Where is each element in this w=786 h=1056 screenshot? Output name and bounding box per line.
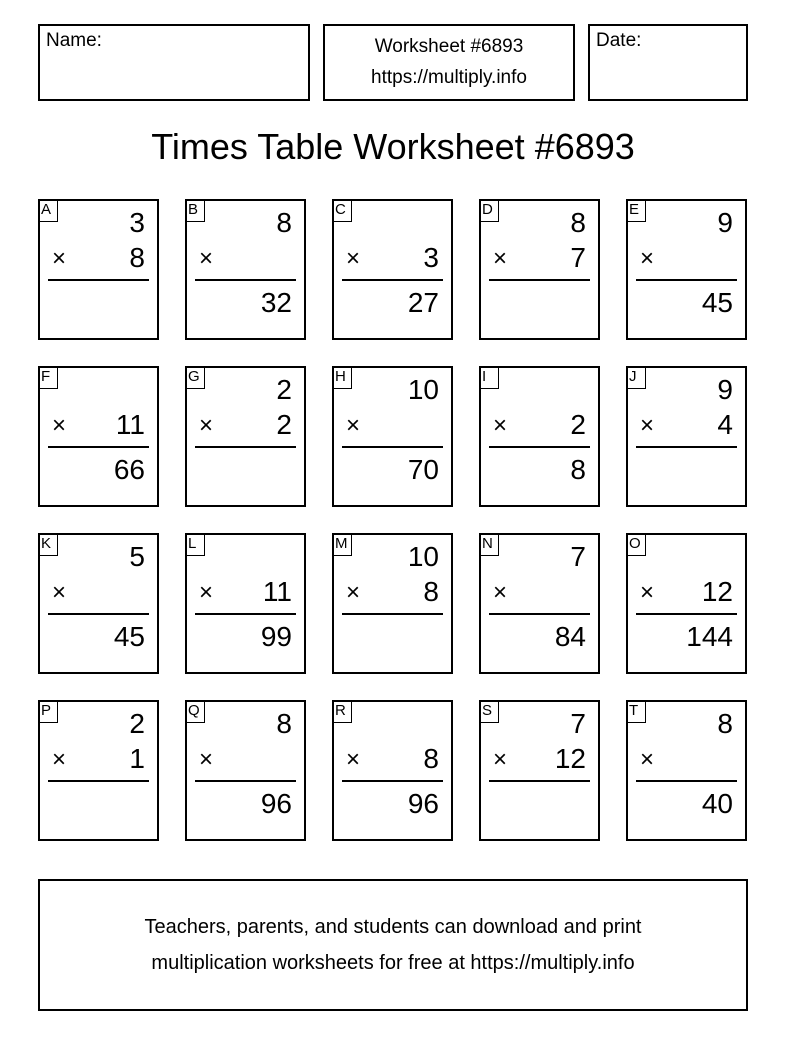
- answer-value: 45: [113, 621, 145, 652]
- problem-letter: A: [38, 199, 58, 222]
- problem-card[interactable]: [332, 199, 453, 340]
- times-sign: ×: [199, 412, 214, 439]
- date-label: Date:: [596, 30, 642, 51]
- top-factor: 9: [717, 374, 733, 405]
- problem-letter: O: [626, 533, 646, 556]
- answer-rule: [342, 613, 443, 615]
- problem-card[interactable]: [185, 366, 306, 507]
- problem-letter: H: [332, 366, 352, 389]
- name-label: Name:: [46, 30, 102, 51]
- answer-value: 32: [260, 287, 292, 318]
- times-sign: ×: [52, 579, 67, 606]
- times-sign: ×: [52, 746, 67, 773]
- answer-rule: [636, 780, 737, 782]
- problem-card[interactable]: [38, 199, 159, 340]
- answer-value: 96: [260, 788, 292, 819]
- bottom-factor: 2: [570, 409, 586, 440]
- footer-line-1: Teachers, parents, and students can download and print: [144, 916, 642, 938]
- bottom-factor: 8: [423, 576, 439, 607]
- bottom-factor: 11: [262, 576, 292, 607]
- answer-value: 66: [113, 454, 145, 485]
- times-sign: ×: [199, 746, 214, 773]
- top-factor: 7: [570, 541, 586, 572]
- problem-card[interactable]: [479, 366, 600, 507]
- answer-value: 40: [701, 788, 733, 819]
- answer-rule: [195, 446, 296, 448]
- bottom-factor: 12: [701, 576, 733, 607]
- bottom-factor: 1: [129, 743, 145, 774]
- problem-letter: K: [38, 533, 58, 556]
- answer-value: 84: [554, 621, 586, 652]
- problem-card[interactable]: [185, 199, 306, 340]
- problem-letter: R: [332, 700, 352, 723]
- top-factor: 2: [276, 374, 292, 405]
- answer-rule: [489, 780, 590, 782]
- problem-card[interactable]: [479, 700, 600, 841]
- problem-card[interactable]: [479, 199, 600, 340]
- times-sign: ×: [199, 579, 214, 606]
- times-sign: ×: [493, 746, 508, 773]
- bottom-factor: 8: [423, 743, 439, 774]
- answer-rule: [342, 780, 443, 782]
- problem-card[interactable]: [626, 533, 747, 674]
- answer-rule: [489, 446, 590, 448]
- problem-card[interactable]: [332, 533, 453, 674]
- problem-letter: J: [626, 366, 646, 389]
- problem-letter: S: [479, 700, 499, 723]
- answer-rule: [195, 613, 296, 615]
- top-factor: 3: [129, 207, 145, 238]
- answer-rule: [636, 613, 737, 615]
- top-factor: 5: [129, 541, 145, 572]
- problem-card[interactable]: [38, 366, 159, 507]
- answer-rule: [636, 446, 737, 448]
- bottom-factor: 2: [276, 409, 292, 440]
- page-title: Times Table Worksheet #6893: [151, 126, 635, 167]
- top-factor: 8: [717, 708, 733, 739]
- bottom-factor: 4: [717, 409, 733, 440]
- problem-letter: F: [38, 366, 58, 389]
- problem-card[interactable]: [626, 366, 747, 507]
- top-factor: 8: [276, 207, 292, 238]
- times-sign: ×: [640, 245, 655, 272]
- top-factor: 9: [717, 207, 733, 238]
- bottom-factor: 12: [554, 743, 586, 774]
- footer-box: [38, 879, 748, 1011]
- top-factor: 8: [276, 708, 292, 739]
- problem-letter: P: [38, 700, 58, 723]
- times-sign: ×: [346, 579, 361, 606]
- answer-value: 27: [407, 287, 439, 318]
- problem-letter: I: [479, 366, 499, 389]
- problem-card[interactable]: [332, 700, 453, 841]
- answer-rule: [489, 279, 590, 281]
- answer-value: 70: [407, 454, 439, 485]
- problem-card[interactable]: [185, 700, 306, 841]
- answer-rule: [48, 613, 149, 615]
- problem-letter: M: [332, 533, 352, 556]
- problem-letter: B: [185, 199, 205, 222]
- times-sign: ×: [640, 412, 655, 439]
- answer-rule: [48, 446, 149, 448]
- answer-value: 96: [407, 788, 439, 819]
- answer-rule: [342, 446, 443, 448]
- times-sign: ×: [346, 412, 361, 439]
- problem-card[interactable]: [626, 199, 747, 340]
- answer-value: 8: [570, 454, 586, 485]
- top-factor: 7: [570, 708, 586, 739]
- site-url: https://multiply.info: [371, 67, 527, 88]
- bottom-factor: 11: [115, 409, 145, 440]
- top-factor: 8: [570, 207, 586, 238]
- problem-letter: G: [185, 366, 205, 389]
- top-factor: 10: [407, 541, 439, 572]
- problem-card[interactable]: [185, 533, 306, 674]
- top-factor: 10: [407, 374, 439, 405]
- times-sign: ×: [640, 579, 655, 606]
- answer-value: 45: [701, 287, 733, 318]
- bottom-factor: 7: [570, 242, 586, 273]
- answer-rule: [195, 780, 296, 782]
- times-sign: ×: [346, 245, 361, 272]
- problem-letter: C: [332, 199, 352, 222]
- answer-rule: [48, 780, 149, 782]
- times-sign: ×: [493, 245, 508, 272]
- problem-card[interactable]: [626, 700, 747, 841]
- times-sign: ×: [52, 412, 67, 439]
- problem-card[interactable]: [479, 533, 600, 674]
- bottom-factor: 3: [423, 242, 439, 273]
- answer-value: 144: [686, 621, 733, 652]
- top-factor: 2: [129, 708, 145, 739]
- times-sign: ×: [640, 746, 655, 773]
- problem-card[interactable]: [332, 366, 453, 507]
- answer-rule: [636, 279, 737, 281]
- answer-rule: [48, 279, 149, 281]
- problem-letter: L: [185, 533, 205, 556]
- answer-value: 99: [260, 621, 292, 652]
- problem-card[interactable]: [38, 700, 159, 841]
- problem-card[interactable]: [38, 533, 159, 674]
- answer-rule: [195, 279, 296, 281]
- footer-line-2: multiplication worksheets for free at https://multiply.info: [151, 952, 635, 974]
- worksheet-number: Worksheet #6893: [374, 36, 524, 57]
- times-sign: ×: [52, 245, 67, 272]
- problem-letter: T: [626, 700, 646, 723]
- times-sign: ×: [199, 245, 214, 272]
- problem-letter: D: [479, 199, 499, 222]
- times-sign: ×: [493, 412, 508, 439]
- times-sign: ×: [346, 746, 361, 773]
- answer-rule: [489, 613, 590, 615]
- problem-letter: N: [479, 533, 499, 556]
- problem-letter: E: [626, 199, 646, 222]
- times-sign: ×: [493, 579, 508, 606]
- problem-letter: Q: [185, 700, 205, 723]
- bottom-factor: 8: [129, 242, 145, 273]
- answer-rule: [342, 279, 443, 281]
